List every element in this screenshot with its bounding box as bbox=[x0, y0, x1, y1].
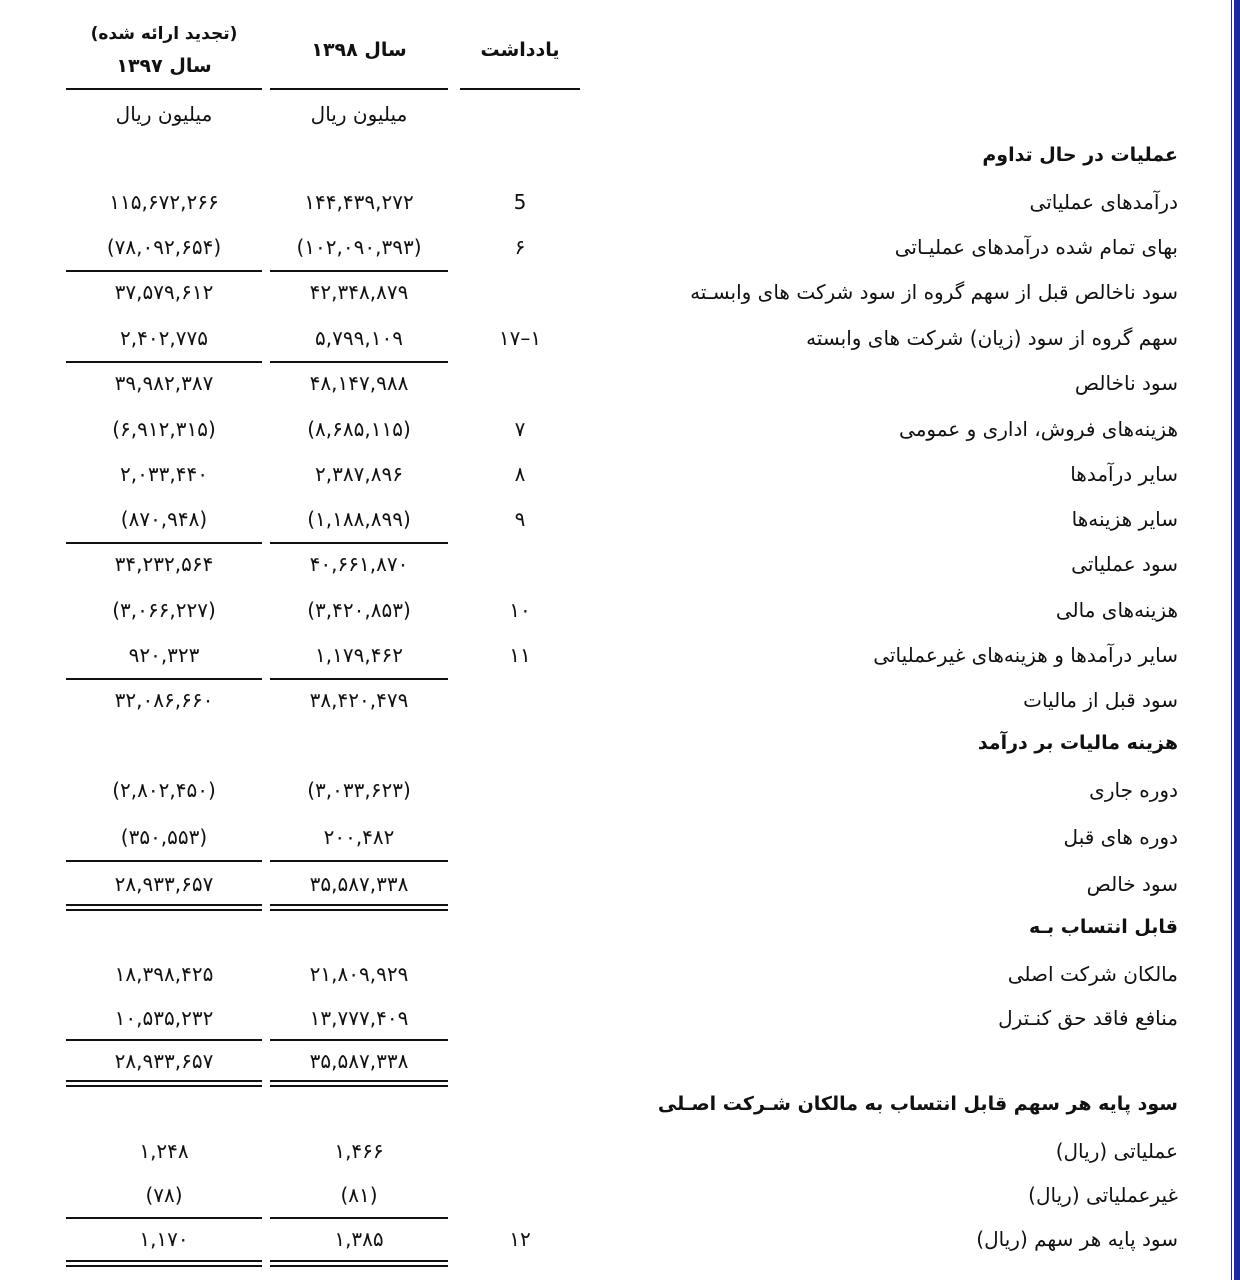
subtotal-rule bbox=[270, 678, 448, 680]
subtotal-rule bbox=[270, 542, 448, 544]
row-eps-non-operating bbox=[0, 1183, 1240, 1227]
value-1398: ۱۳,۷۷۷,۴۰۹ bbox=[309, 1006, 409, 1030]
value-1398: (۸,۶۸۵,۱۱۵) bbox=[307, 417, 411, 441]
row-label: سایر درآمدها bbox=[1070, 462, 1178, 486]
value-1398: ۱,۴۶۶ bbox=[334, 1139, 384, 1163]
value-1397: ۳۲,۰۸۶,۶۶۰ bbox=[114, 688, 214, 712]
header-note bbox=[460, 34, 580, 66]
row-label: سهم گروه از سود (زیان) شرکت های وابسته bbox=[806, 326, 1178, 350]
row-eps-heading bbox=[0, 1093, 1240, 1137]
header-underline-1398 bbox=[270, 88, 448, 90]
row-current-period bbox=[0, 778, 1240, 822]
value-1398: (۱۰۲,۰۹۰,۳۹۳) bbox=[296, 235, 422, 259]
subtotal-rule bbox=[270, 860, 448, 862]
subtotal-rule bbox=[66, 542, 262, 544]
value-1398: ۱۴۴,۴۳۹,۲۷۲ bbox=[304, 190, 414, 214]
subtotal-rule bbox=[66, 678, 262, 680]
value-1398: (۳,۰۳۳,۶۲۳) bbox=[307, 778, 411, 802]
row-label: بهای تمام شده درآمدهای عملیـاتی bbox=[894, 235, 1178, 259]
header-underline-1397 bbox=[66, 88, 262, 90]
row-label: دوره جاری bbox=[1089, 778, 1178, 802]
row-note: ۱۰ bbox=[509, 598, 531, 622]
header-underline-note bbox=[460, 88, 580, 90]
row-note: 5 bbox=[513, 190, 527, 214]
row-label: سود قبل از مالیات bbox=[1023, 688, 1178, 712]
row-note: ۹ bbox=[514, 507, 526, 531]
value-1397: ۳۷,۵۷۹,۶۱۲ bbox=[114, 280, 214, 304]
row-operating-profit bbox=[0, 552, 1240, 596]
row-label: سود پایه هر سهم (ریال) bbox=[976, 1227, 1178, 1251]
row-attributable-heading bbox=[0, 916, 1240, 960]
value-1398: ۲,۳۸۷,۸۹۶ bbox=[315, 462, 403, 486]
double-rule-bottom bbox=[270, 1265, 448, 1267]
row-other-expenses bbox=[0, 507, 1240, 551]
value-1398: (۳,۴۲۰,۸۵۳) bbox=[307, 598, 411, 622]
value-1398: ۳۵,۵۸۷,۳۳۸ bbox=[309, 872, 409, 896]
header-1398-label: سال ۱۳۹۸ bbox=[311, 39, 407, 61]
value-1397: ۳۴,۲۳۲,۵۶۴ bbox=[114, 552, 214, 576]
header-1398 bbox=[270, 34, 448, 66]
value-1397: (۶,۹۱۲,۳۱۵) bbox=[112, 417, 216, 441]
header-1397-label: سال ۱۳۹۷ bbox=[116, 55, 212, 77]
row-label: سود عملیاتی bbox=[1071, 552, 1178, 576]
double-rule-top bbox=[66, 1080, 262, 1082]
value-1398: ۱,۱۷۹,۴۶۲ bbox=[315, 643, 403, 667]
row-label: مالکان شرکت اصلی bbox=[1007, 962, 1178, 986]
double-rule-bottom bbox=[66, 909, 262, 911]
row-label: سود پایه هر سهم قابل انتساب به مالکان شـرکت اصـلی bbox=[657, 1093, 1178, 1115]
value-1398: ۳۸,۴۲۰,۴۷۹ bbox=[309, 688, 409, 712]
double-rule-top bbox=[66, 904, 262, 906]
subtotal-rule bbox=[270, 361, 448, 363]
row-other-income bbox=[0, 462, 1240, 506]
value-1397: ۲,۴۰۲,۷۷۵ bbox=[120, 326, 208, 350]
row-label: هزینه مالیات بر درآمد bbox=[977, 732, 1178, 754]
row-label: سایر درآمدها و هزینه‌های غیرعملیاتی bbox=[873, 643, 1178, 667]
value-1398: ۴۰,۶۶۱,۸۷۰ bbox=[309, 552, 409, 576]
row-label: غیرعملیاتی (ریال) bbox=[1028, 1183, 1178, 1207]
row-continuing-ops bbox=[0, 144, 1240, 188]
row-note: ۱۲ bbox=[509, 1227, 531, 1251]
row-non-controlling bbox=[0, 1006, 1240, 1050]
value-1398: ۲۱,۸۰۹,۹۲۹ bbox=[309, 962, 409, 986]
value-1397: ۱۰,۵۳۵,۲۳۲ bbox=[114, 1006, 214, 1030]
unit-1397: میلیون ریال bbox=[115, 102, 213, 126]
double-rule-top bbox=[270, 1260, 448, 1262]
row-label: سود ناخالص bbox=[1074, 371, 1178, 395]
value-1398: ۵,۷۹۹,۱۰۹ bbox=[315, 326, 403, 350]
value-1397: ۲۸,۹۳۳,۶۵۷ bbox=[114, 1049, 214, 1073]
value-1397: ۱,۱۷۰ bbox=[139, 1227, 189, 1251]
row-parent-owners bbox=[0, 962, 1240, 1006]
row-prior-periods bbox=[0, 825, 1240, 869]
value-1397: ۱,۲۴۸ bbox=[139, 1139, 189, 1163]
row-note: ۱۱ bbox=[509, 643, 531, 667]
value-1397: ۳۹,۹۸۲,۳۸۷ bbox=[114, 371, 214, 395]
row-gross-profit-before-share bbox=[0, 280, 1240, 324]
subtotal-rule bbox=[66, 860, 262, 862]
row-non-operating-items bbox=[0, 643, 1240, 687]
value-1398: ۳۵,۵۸۷,۳۳۸ bbox=[309, 1049, 409, 1073]
value-1398: ۲۰۰,۴۸۲ bbox=[323, 825, 395, 849]
row-selling-admin-expenses bbox=[0, 417, 1240, 461]
row-operating-revenue bbox=[0, 190, 1240, 234]
row-label: دوره های قبل bbox=[1063, 825, 1178, 849]
row-label: هزینه‌های فروش، اداری و عمومی bbox=[899, 417, 1178, 441]
value-1397: (۳,۰۶۶,۲۲۷) bbox=[112, 598, 216, 622]
header-1397-restated: (تجدید ارائه شده) bbox=[90, 24, 238, 44]
row-label: سود خالص bbox=[1086, 872, 1178, 896]
row-finance-costs bbox=[0, 598, 1240, 642]
double-rule-top bbox=[270, 904, 448, 906]
row-label: عملیات در حال تداوم bbox=[982, 144, 1178, 166]
row-income-tax-heading bbox=[0, 732, 1240, 776]
row-note: ۸ bbox=[514, 462, 526, 486]
value-1397: ۱۱۵,۶۷۲,۲۶۶ bbox=[109, 190, 219, 214]
value-1398: (۱,۱۸۸,۸۹۹) bbox=[307, 507, 411, 531]
unit-1398: میلیون ریال bbox=[310, 102, 408, 126]
value-1397: ۹۲۰,۳۲۳ bbox=[128, 643, 200, 667]
subtotal-rule bbox=[66, 1217, 262, 1219]
value-1398: (۸۱) bbox=[340, 1183, 378, 1207]
value-1397: ۲,۰۳۳,۴۴۰ bbox=[120, 462, 208, 486]
subtotal-rule bbox=[66, 270, 262, 272]
row-note: ۷ bbox=[514, 417, 526, 441]
value-1397: (۸۷۰,۹۴۸) bbox=[120, 507, 208, 531]
row-label: درآمدهای عملیاتی bbox=[1029, 190, 1178, 214]
row-share-of-associates bbox=[0, 326, 1240, 370]
row-note: ۶ bbox=[514, 235, 526, 259]
subtotal-rule bbox=[66, 361, 262, 363]
value-1398: ۴۲,۳۴۸,۸۷۹ bbox=[309, 280, 409, 304]
value-1397: (۳۵۰,۵۵۳) bbox=[120, 825, 208, 849]
row-profit-before-tax bbox=[0, 688, 1240, 732]
row-eps-operating bbox=[0, 1139, 1240, 1183]
header-note-label: یادداشت bbox=[480, 39, 560, 61]
value-1397: (۷۸,۰۹۲,۶۵۴) bbox=[106, 235, 222, 259]
row-label: قابل انتساب بـه bbox=[1028, 916, 1178, 938]
double-rule-bottom bbox=[66, 1085, 262, 1087]
value-1397: ۲۸,۹۳۳,۶۵۷ bbox=[114, 872, 214, 896]
header-1397 bbox=[66, 18, 262, 82]
double-rule-top bbox=[66, 1260, 262, 1262]
value-1397: ۱۸,۳۹۸,۴۲۵ bbox=[114, 962, 214, 986]
double-rule-bottom bbox=[270, 909, 448, 911]
row-label: سایر هزینه‌ها bbox=[1071, 507, 1178, 531]
subtotal-rule bbox=[270, 1217, 448, 1219]
row-cost-of-revenue bbox=[0, 235, 1240, 279]
row-label: سود ناخالص قبل از سهم گروه از سود شرکت های وابسـته bbox=[690, 280, 1178, 304]
value-1398: ۴۸,۱۴۷,۹۸۸ bbox=[309, 371, 409, 395]
double-rule-bottom bbox=[66, 1265, 262, 1267]
subtotal-rule bbox=[270, 270, 448, 272]
value-1398: ۱,۳۸۵ bbox=[334, 1227, 384, 1251]
double-rule-bottom bbox=[270, 1085, 448, 1087]
row-label: هزینه‌های مالی bbox=[1055, 598, 1178, 622]
value-1397: (۷۸) bbox=[145, 1183, 183, 1207]
row-label: عملیاتی (ریال) bbox=[1055, 1139, 1178, 1163]
row-gross-profit bbox=[0, 371, 1240, 415]
row-note: ۱۷–۱ bbox=[498, 326, 542, 350]
value-1397: (۲,۸۰۲,۴۵۰) bbox=[112, 778, 216, 802]
subtotal-rule bbox=[66, 1039, 262, 1041]
subtotal-rule bbox=[270, 1039, 448, 1041]
double-rule-top bbox=[270, 1080, 448, 1082]
row-label: منافع فاقد حق کنـترل bbox=[998, 1006, 1178, 1030]
